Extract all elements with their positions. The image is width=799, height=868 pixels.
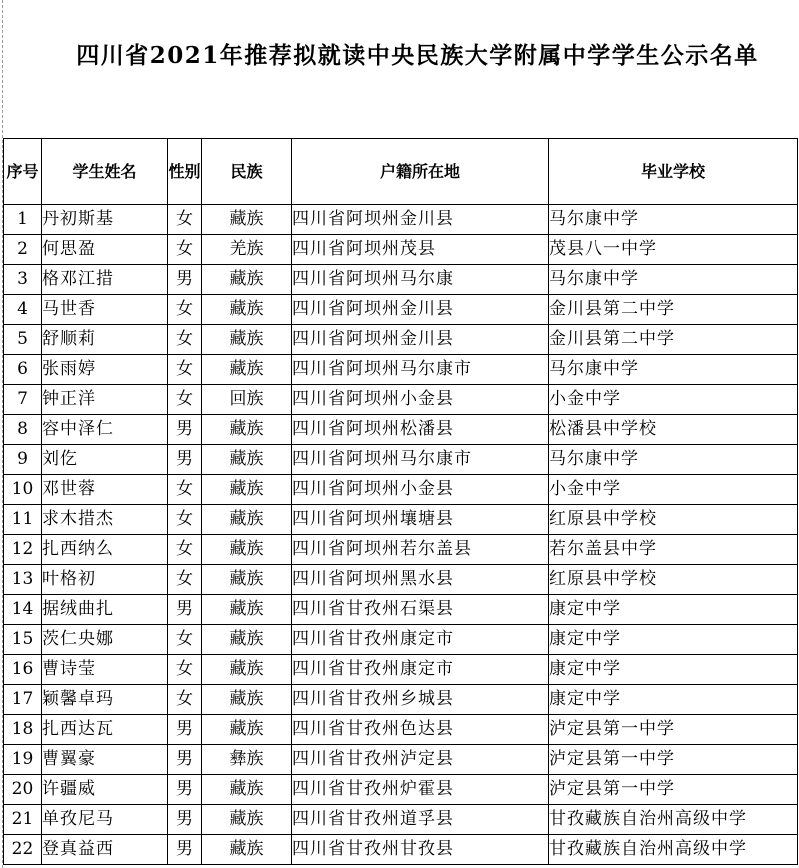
row-number: 1 [4,205,42,235]
student-name: 扎西达瓦 [42,715,168,745]
student-ethnicity: 彝族 [202,745,292,775]
student-name: 刘仡 [42,445,168,475]
student-gender: 女 [168,565,202,595]
student-name: 何思盈 [42,235,168,265]
table-row [4,475,798,505]
student-hometown: 四川省阿坝州马尔康 [292,265,549,295]
student-ethnicity: 藏族 [202,205,292,235]
graduation-school: 若尔盖县中学 [549,535,798,565]
graduation-school: 马尔康中学 [549,265,798,295]
header-no: 序号 [4,139,42,205]
student-gender: 男 [168,715,202,745]
student-name: 马世香 [42,295,168,325]
student-gender: 女 [168,205,202,235]
row-number: 21 [4,805,42,835]
student-hometown: 四川省甘孜州石渠县 [292,595,549,625]
student-name: 登真益西 [42,835,168,865]
table-row [4,775,798,805]
graduation-school: 金川县第二中学 [549,325,798,355]
student-name: 颖馨卓玛 [42,685,168,715]
student-gender: 男 [168,775,202,805]
student-gender: 男 [168,835,202,865]
graduation-school: 红原县中学校 [549,565,798,595]
table-row [4,715,798,745]
student-ethnicity: 藏族 [202,295,292,325]
row-number: 15 [4,625,42,655]
student-ethnicity: 藏族 [202,325,292,355]
header-name: 学生姓名 [42,139,168,205]
row-number: 19 [4,745,42,775]
student-ethnicity: 藏族 [202,835,292,865]
student-hometown: 四川省甘孜州甘孜县 [292,835,549,865]
table-row [4,535,798,565]
student-name: 舒顺莉 [42,325,168,355]
table-row [4,565,798,595]
table-row [4,295,798,325]
graduation-school: 马尔康中学 [549,355,798,385]
student-ethnicity: 藏族 [202,475,292,505]
graduation-school: 小金中学 [549,475,798,505]
student-gender: 女 [168,655,202,685]
graduation-school: 康定中学 [549,625,798,655]
student-hometown: 四川省阿坝州马尔康市 [292,445,549,475]
student-ethnicity: 羌族 [202,235,292,265]
student-gender: 女 [168,325,202,355]
student-gender: 男 [168,415,202,445]
row-number: 2 [4,235,42,265]
graduation-school: 松潘县中学校 [549,415,798,445]
table-row [4,205,798,235]
student-hometown: 四川省阿坝州松潘县 [292,415,549,445]
graduation-school: 马尔康中学 [549,445,798,475]
row-number: 10 [4,475,42,505]
graduation-school: 红原县中学校 [549,505,798,535]
table-row [4,595,798,625]
table-row [4,745,798,775]
row-number: 11 [4,505,42,535]
document-title: 四川省2021年推荐拟就读中央民族大学附属中学学生公示名单 [76,42,759,69]
table-row [4,835,798,865]
student-hometown: 四川省阿坝州金川县 [292,205,549,235]
student-gender: 女 [168,505,202,535]
student-gender: 男 [168,805,202,835]
student-name: 容中泽仁 [42,415,168,445]
header-hometown: 户籍所在地 [292,139,549,205]
student-name: 许疆威 [42,775,168,805]
student-ethnicity: 藏族 [202,265,292,295]
graduation-school: 泸定县第一中学 [549,775,798,805]
student-hometown: 四川省阿坝州黑水县 [292,565,549,595]
student-hometown: 四川省甘孜州道孚县 [292,805,549,835]
table-row [4,625,798,655]
graduation-school: 马尔康中学 [549,205,798,235]
graduation-school: 茂县八一中学 [549,235,798,265]
graduation-school: 甘孜藏族自治州高级中学 [549,805,798,835]
table-row [4,355,798,385]
graduation-school: 康定中学 [549,595,798,625]
student-name: 叶格初 [42,565,168,595]
student-gender: 女 [168,625,202,655]
graduation-school: 小金中学 [549,385,798,415]
graduation-school: 甘孜藏族自治州高级中学 [549,835,798,865]
table-row [4,325,798,355]
student-hometown: 四川省甘孜州乡城县 [292,685,549,715]
student-name: 茨仁央娜 [42,625,168,655]
student-name: 丹初斯基 [42,205,168,235]
student-gender: 男 [168,265,202,295]
student-gender: 女 [168,295,202,325]
student-hometown: 四川省甘孜州色达县 [292,715,549,745]
student-name: 曹翼豪 [42,745,168,775]
table-header-row [4,139,798,205]
student-ethnicity: 藏族 [202,505,292,535]
graduation-school: 康定中学 [549,685,798,715]
row-number: 5 [4,325,42,355]
table-row [4,415,798,445]
student-ethnicity: 藏族 [202,625,292,655]
row-number: 8 [4,415,42,445]
graduation-school: 泸定县第一中学 [549,715,798,745]
table-row [4,265,798,295]
student-hometown: 四川省阿坝州小金县 [292,475,549,505]
student-roster-table [3,138,798,865]
student-ethnicity: 藏族 [202,565,292,595]
student-gender: 男 [168,595,202,625]
student-gender: 女 [168,385,202,415]
student-gender: 女 [168,475,202,505]
header-ethnic: 民族 [202,139,292,205]
student-ethnicity: 藏族 [202,655,292,685]
student-hometown: 四川省阿坝州若尔盖县 [292,535,549,565]
table-row [4,805,798,835]
graduation-school: 康定中学 [549,655,798,685]
student-ethnicity: 藏族 [202,535,292,565]
student-ethnicity: 藏族 [202,595,292,625]
student-gender: 女 [168,685,202,715]
student-gender: 男 [168,745,202,775]
student-ethnicity: 藏族 [202,805,292,835]
table-row [4,685,798,715]
student-hometown: 四川省甘孜州泸定县 [292,745,549,775]
student-name: 曹诗莹 [42,655,168,685]
row-number: 17 [4,685,42,715]
row-number: 12 [4,535,42,565]
row-number: 14 [4,595,42,625]
row-number: 6 [4,355,42,385]
student-name: 单孜尼马 [42,805,168,835]
student-ethnicity: 藏族 [202,415,292,445]
student-gender: 女 [168,535,202,565]
student-gender: 女 [168,235,202,265]
table-row [4,235,798,265]
row-number: 13 [4,565,42,595]
student-ethnicity: 藏族 [202,685,292,715]
student-name: 求木措杰 [42,505,168,535]
table-row [4,505,798,535]
student-ethnicity: 藏族 [202,715,292,745]
student-name: 钟正洋 [42,385,168,415]
student-gender: 男 [168,445,202,475]
student-gender: 女 [168,355,202,385]
row-number: 16 [4,655,42,685]
row-number: 3 [4,265,42,295]
student-hometown: 四川省阿坝州小金县 [292,385,549,415]
student-ethnicity: 回族 [202,385,292,415]
table-row [4,655,798,685]
table-row [4,445,798,475]
student-ethnicity: 藏族 [202,775,292,805]
student-hometown: 四川省甘孜州康定市 [292,655,549,685]
student-hometown: 四川省阿坝州壤塘县 [292,505,549,535]
student-hometown: 四川省阿坝州马尔康市 [292,355,549,385]
student-ethnicity: 藏族 [202,445,292,475]
row-number: 20 [4,775,42,805]
student-name: 扎西纳么 [42,535,168,565]
student-hometown: 四川省甘孜州炉霍县 [292,775,549,805]
student-hometown: 四川省阿坝州茂县 [292,235,549,265]
table-row [4,385,798,415]
student-name: 张雨婷 [42,355,168,385]
student-name: 据绒曲扎 [42,595,168,625]
student-hometown: 四川省阿坝州金川县 [292,295,549,325]
row-number: 9 [4,445,42,475]
graduation-school: 泸定县第一中学 [549,745,798,775]
row-number: 18 [4,715,42,745]
student-hometown: 四川省甘孜州康定市 [292,625,549,655]
student-name: 邓世蓉 [42,475,168,505]
row-number: 22 [4,835,42,865]
student-ethnicity: 藏族 [202,355,292,385]
header-school: 毕业学校 [549,139,798,205]
table-body [4,205,798,865]
header-gender: 性别 [168,139,202,205]
row-number: 4 [4,295,42,325]
student-name: 格邓江措 [42,265,168,295]
graduation-school: 金川县第二中学 [549,295,798,325]
student-hometown: 四川省阿坝州金川县 [292,325,549,355]
row-number: 7 [4,385,42,415]
